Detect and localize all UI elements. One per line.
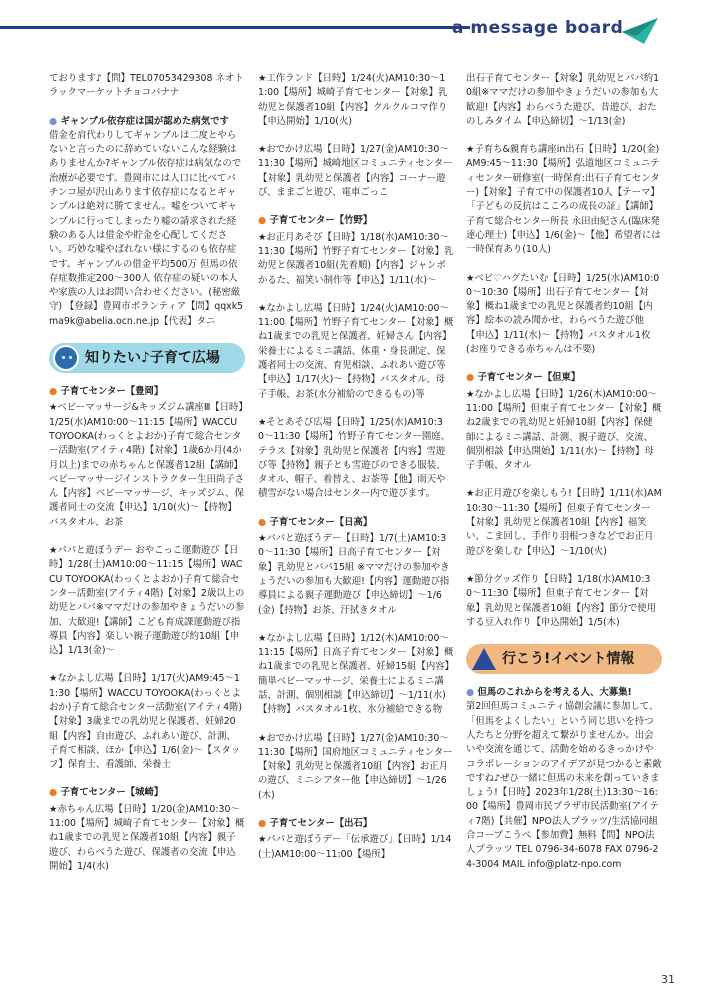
gambling-notice: [49, 115, 245, 329]
gambling-body: 借金を肩代わりしてギャンブルは二度とやらないと言ったのに辞めていないこんな経験はありませんか?ギャンブル依存症は病気なので治療が必要です。豊岡市には人口に比べてパチンコ屋が沢山あります依存症になるとギャンブルは絶対に勝てません。嘘をついてギャンブルに行ってしまったり嘘の請求された経験のある人は借金や貯金を心配してください。巧妙な嘘やばれない様にするのも依存症です。ギャンブルの借金平均500万 但馬の依存症数推定200〜300人 依存症の疑いの本人や家族の人はお問い合わせください。(秘密厳守) 【登録】豊岡市ボランティア【問】qqxk5ma9k@abelia.ocn.ne.jp【代表】タニ: [49, 129, 244, 327]
list-item: ★なかよし広場【日時】1/12(木)AM10:00〜11:15【場所】日高子育てセンター【対象】概ね1歳までの乳児と保護者、妊婦15組【内容】簡単ベビーマッサージ、栄養士によるミニ講話、計測、個別相談【申込締切】〜1/11(水)【持物】バスタオル1枚、水分補給できる物: [258, 632, 454, 716]
child-face-icon: [53, 345, 79, 371]
tent-icon: [472, 648, 496, 670]
event-body: 第2回但馬コミュニティ協創会議に参加して、「但馬をよくしたい」という同じ思いを持つ人たちと分野を超えて繋がりませんか。出会いや交流を通じて、活動を始めるきっかけやコラボレーションのアイデアが見つかると素敵ですね♪ぜひ一緒に但馬の未来を創っていきましょう!【日時】2023年1/28(土)13:30〜16:00【場所】豊岡市民プラザ市民活動室(アイティ7階)【共催】NPO法人プラッツ/生活協同組合コープこうべ【参加費】無料【問】NPO法人プラッツ TEL 0796-34-6078 FAX 0796-24-3004 MAIL info@platz-npo.com: [466, 701, 662, 870]
list-item: ★そとあそび広場【日時】1/25(水)AM10:30〜11:30【場所】竹野子育てセンター園庭、テラス【対象】乳幼児と保護者【内容】雪遊び等【持物】親子とも雪遊びのできる服装、タオル、帽子、着替え、お茶等【他】雨天や積雪がない場合はセンター内で遊びます。: [258, 416, 450, 500]
subheading-takeno: ● 子育てセンター【竹野】: [258, 214, 454, 228]
page-number: 31: [661, 973, 675, 986]
list-item: ★なかよし広場【日時】1/26(木)AM10:00〜11:00【場所】但東子育てセンター【対象】概ね2歳までの乳幼児と妊婦10組【内容】保健師によるミニ講話、計測、親子遊び、交流、個別相談【申込開始】1/11(水)〜【持物】母子手帳、タオル: [466, 388, 662, 472]
list-item: ★お正月遊びを楽しもう!【日時】1/11(水)AM10:30〜11:30【場所】但東子育てセンター【対象】乳幼児と保護者10組【内容】福笑い、こま回し、手作り羽根つきなどでお正月遊びを楽しむ【申込】〜1/10(火): [466, 488, 662, 557]
list-item: ★工作ランド【日時】1/24(火)AM10:30〜11:00【場所】城崎子育てセンター【対象】乳幼児と保護者10組【内容】クルクルコマ作り【申込開始】1/10(火): [258, 73, 448, 127]
list-item: ★パパと遊ぼうデー おやこっこ運動遊び【日時】1/28(土)AM10:00〜11:15【場所】WACCU TOYOOKA(わっくとよおか)子育て総合センター活動室(アイティ4階)【対象】2歳以上の幼児とパパ※ママだけの参加やきょうだいの参加、大歓迎!【講師】こども育成課運動遊び指導員【内容】楽しい親子運動遊び約10組【申込】1/13(金)〜: [49, 545, 245, 657]
column-2: [258, 72, 454, 868]
event-notice: [466, 686, 662, 872]
gambling-headline: ● ギャンブル依存症は国が認めた病気です: [49, 115, 245, 129]
paper-plane-icon: [622, 18, 658, 44]
subheading-izushi: ● 子育てセンター【出石】: [258, 817, 454, 831]
header-banner: [0, 18, 705, 48]
list-item: ★ベビーマッサージ&キッズジム講座Ⅲ【日時】1/25(水)AM10:00〜11:15【場所】WACCU TOYOOKA(わっくとよおか)子育て総合センター活動室(アイティ4階)【対象】1歳6か月(4か月以上)までの赤ちゃんと保護者12組【講師】ベビーマッサージインストラクター生田尚子さん【内容】ベビーマッサージ、キッズジム、保護者同士の交流【申込】1/10(火)〜【持物】バスタオル、お茶: [49, 402, 244, 528]
list-item: ★子育ち&親育ち講座in出石【日時】1/20(金)AM9:45〜11:30【場所】弘道地区コミュニティセンター研修室(一時保育:出石子育てセンター)【対象】子育て中の保護者10人【テーマ】「子どもの反抗はこころの成長の証」【講師】子育て総合センター所長 永田由紀さん(臨床発達心理士)【申込】1/6(金)〜【他】希望者には一時保育あり(10人): [466, 144, 661, 256]
subheading-tanto: ● 子育てセンター【但東】: [466, 371, 662, 385]
subheading-toyooka: ● 子育てセンター【豊岡】: [49, 385, 245, 399]
list-item: ★おでかけ広場【日時】1/27(金)AM10:30〜11:30【場所】城崎地区コミュニティセンター【対象】乳幼児と保護者【内容】コーナー遊び、ままごと遊び、電車ごっこ: [258, 144, 453, 199]
list-item: ★節分グッズ作り【日時】1/18(水)AM10:30〜11:30【場所】但東子育てセンター【対象】乳幼児と保護者10組【内容】節分で使用する豆入れ作り【申込開始】1/5(木): [466, 573, 657, 628]
list-item: ★おでかけ広場【日時】1/27(金)AM10:30〜11:30【場所】国府地区コミュニティセンター【対象】乳幼児と保護者10組【内容】お正月の遊び、ミニシアター他【申込締切】〜1/26(木): [258, 732, 453, 801]
list-item: ★お正月あそび【日時】1/18(水)AM10:30〜11:30【場所】竹野子育てセンター【対象】乳幼児と保護者10組(先着順)【内容】ジャンボかるた、福笑い制作等【申込】1/11(水)〜: [258, 231, 454, 286]
list-item: ★パパと遊ぼうデー「伝承遊び」【日時】1/14(土)AM10:00〜11:00【場所】: [258, 834, 452, 860]
intro-text: ております♪【問】TEL07053429308 ネオトラックマーケットチョコバナナ: [49, 73, 244, 99]
section-heading-text: 行こう!イベント情報: [502, 650, 635, 667]
subheading-kinosaki: ● 子育てセンター【城崎】: [49, 786, 245, 800]
section-heading-events: [466, 644, 662, 674]
banner-rule: [0, 26, 470, 29]
list-item: ★パパと遊ぼうデー【日時】1/7(土)AM10:30〜11:30【場所】日高子育てセンター【対象】乳幼児とパパ15組 ※ママだけの参加やきょうだいの参加も大歓迎!【内容】運動遊び指導員による親子運動遊び【申込締切】〜1/6(金)【持物】お茶、汗拭きタオル: [258, 533, 450, 616]
list-item: ★赤ちゃん広場【日時】1/20(金)AM10:30〜11:00【場所】城崎子育てセンター【対象】概ね1歳までの乳児と保護者10組【内容】親子遊び、わらべうた遊び、保護者の交流【申込開始】1/4(水): [49, 803, 245, 872]
banner-title: a message board: [452, 18, 624, 38]
section-heading-childcare: [49, 343, 245, 373]
column-1: [49, 72, 245, 888]
column-3: [466, 72, 662, 886]
list-item: ★なかよし広場【日時】1/17(火)AM9:45〜11:30【場所】WACCU TOYOOKA(わっくとよおか)子育て総合センター活動室(アイティ4階)【対象】3歳までの乳幼児と保護者、妊婦20組【内容】自由遊び、ふれあい遊び、計測、子育て相談、ほか【申込】1/6(金)〜【スタッフ】保育士、看護師、栄養士: [49, 673, 243, 771]
list-item: 出石子育てセンター【対象】乳幼児とパパ約10組※ママだけの参加やきょうだいの参加も大歓迎!【内容】わらべうた遊び、昔遊び、おたのしみタイム【申込締切】〜1/13(金): [466, 73, 660, 127]
section-heading-text: 知りたい♪子育て広場: [85, 349, 220, 366]
subheading-hidaka: ● 子育てセンター【日高】: [258, 516, 454, 530]
list-item: ★ベビ♡ハグたいむ【日時】1/25(水)AM10:00〜10:30【場所】出石子育てセンター【対象】概ね1歳までの乳児と保護者約10組【内容】絵本の読み聞かせ、わらべうた遊び他【申込】1/11(水)〜【持物】バスタオル1枚(お座りできる赤ちゃんは不要): [466, 272, 660, 356]
list-item: ★なかよし広場【日時】1/24(火)AM10:00〜11:00【場所】竹野子育てセンター【対象】概ね1歳までの乳児と保護者、妊婦さん【内容】栄養士によるミニ講話、体重・身長測定、保護者同士の交流、育児相談、ふれあい遊び等【申込】1/17(火)〜【持物】バスタオル、母子手帳、お茶(水分補給のできるもの)等: [258, 302, 454, 400]
event-headline: ● 但馬のこれからを考える人、大募集!: [466, 686, 662, 700]
